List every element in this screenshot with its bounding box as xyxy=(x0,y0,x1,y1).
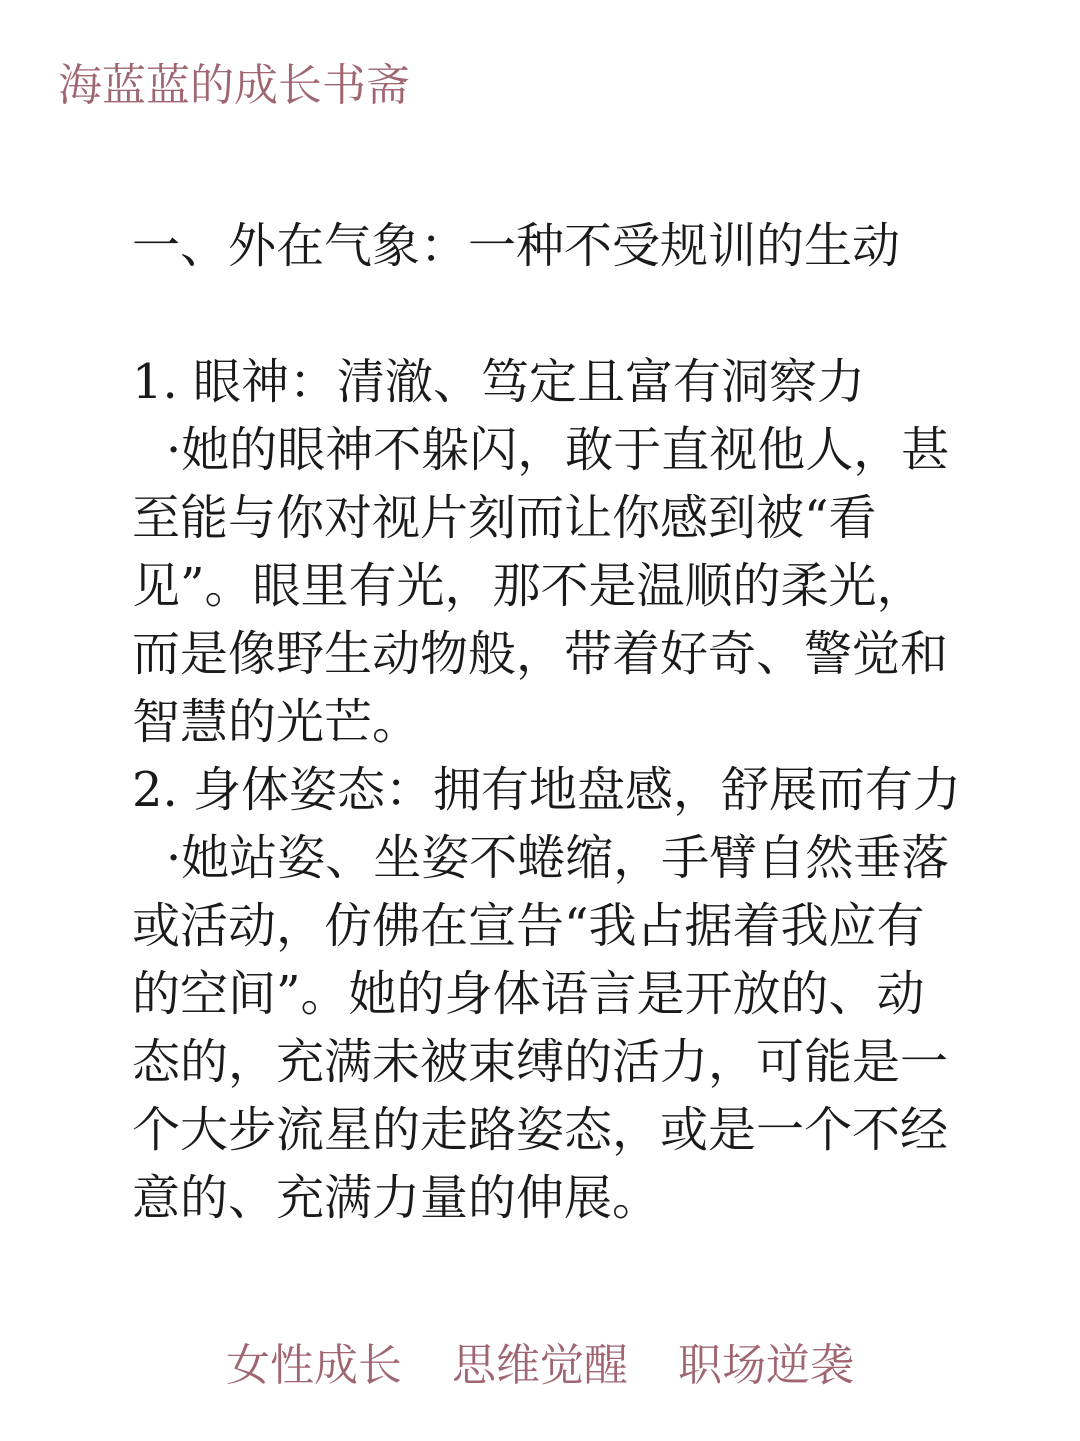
item-body-eyes xyxy=(132,416,962,756)
item-title-posture: 2. 身体姿态：拥有地盘感，舒展而有力 xyxy=(132,762,962,818)
section-title: 一、外在气象：一种不受规训的生动 xyxy=(132,218,901,274)
footer-tag-growth: 女性成长 xyxy=(226,1340,402,1391)
item-body-posture-text: ·她站姿、坐姿不蜷缩，手臂自然垂落或活动，仿佛在宣告“我占据着我应有的空间”。她的身体语言是开放的、动态的，充满未被束缚的活力，可能是一个大步流星的走路姿态，或是一个不经意的、充满力量的伸展。 xyxy=(132,830,950,1226)
article-body xyxy=(132,212,962,1232)
item-body-posture xyxy=(132,824,962,1232)
item-title-eyes: 1. 眼神：清澈、笃定且富有洞察力 xyxy=(132,354,866,410)
item-body-eyes-text: ·她的眼神不躲闪，敢于直视他人，甚至能与你对视片刻而让你感到被“看见”。眼里有光，那不是温顺的柔光，而是像野生动物般，带着好奇、警觉和智慧的光芒。 xyxy=(132,422,950,750)
spacer xyxy=(132,280,962,348)
brand-title: 海蓝蓝的成长书斋 xyxy=(58,60,410,111)
footer-tag-career: 职场逆袭 xyxy=(678,1340,854,1391)
footer-tag-mindset: 思维觉醒 xyxy=(452,1340,628,1391)
footer-tags xyxy=(0,1340,1080,1393)
